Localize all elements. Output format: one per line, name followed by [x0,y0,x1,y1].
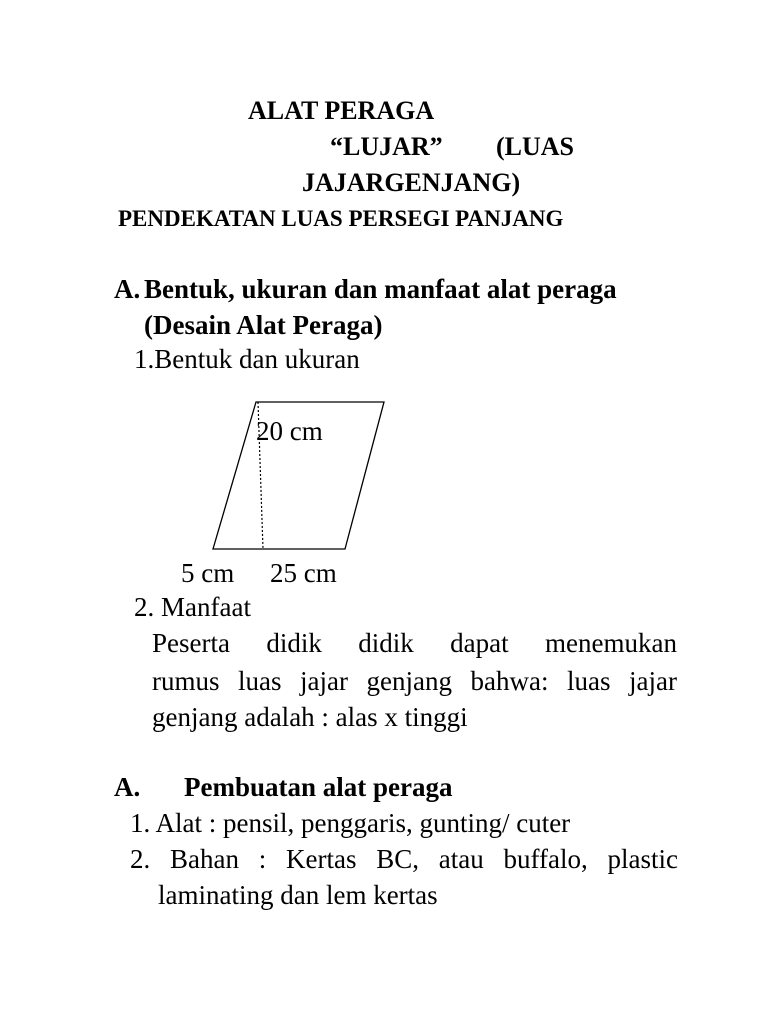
height-label: 20 cm [256,416,323,446]
item-bahan: 2. Bahan : Kertas BC, atau buffalo, plastic [130,844,678,874]
title-line-1: ALAT PERAGA [248,96,435,125]
document-subtitle: PENDEKATAN LUAS PERSEGI PANJANG [118,206,564,231]
item-bentuk-ukuran: 1.Bentuk dan ukuran [134,344,360,374]
section-a-marker: A. [114,274,141,304]
base-right-label: 25 cm [270,558,337,588]
section-a-heading: Bentuk, ukuran dan manfaat alat peraga [144,274,617,304]
section-a-heading-2: (Desain Alat Peraga) [144,310,383,340]
base-left-label: 5 cm [181,558,235,588]
title-luas: (LUAS [496,132,575,161]
section-b-marker: A. [114,772,141,802]
item-manfaat: 2. Manfaat [134,592,251,622]
manfaat-text-line-3: genjang adalah : alas x tinggi [152,702,468,732]
manfaat-text-line-2: rumus luas jajar genjang bahwa: luas jajar [152,666,677,696]
manfaat-text-line-1: Peserta didik didik dapat menemukan [152,628,677,658]
item-bahan-line-2: laminating dan lem kertas [158,880,438,910]
item-alat: 1. Alat : pensil, penggaris, gunting/ cuter [130,808,571,838]
title-line-3: JAJARGENJANG) [302,168,521,197]
section-b-heading: Pembuatan alat peraga [184,772,453,802]
title-lujar: “LUJAR” [330,132,443,161]
